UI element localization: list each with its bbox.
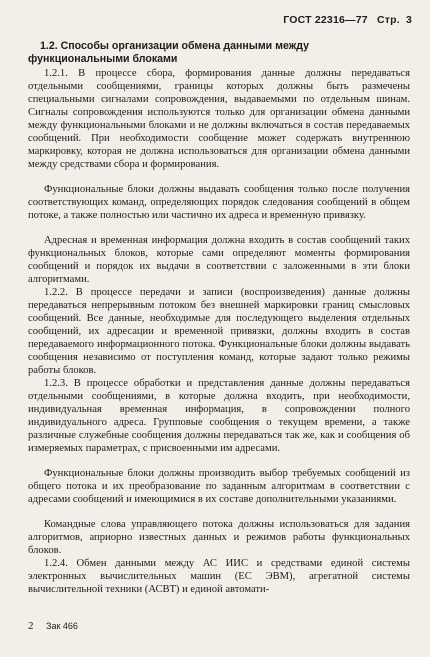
page-label: Стр. bbox=[376, 14, 400, 26]
paragraph-address-time: Адресная и временная информация должна входить в состав сообщений таких функциональных блоков, которые сами определяют моменты формирования сообщений и порядок их выдачи в соответствии с заложенными в эти блоки алгоритмами. bbox=[28, 235, 410, 285]
paragraph-functional-blocks: Функциональные блоки должны выдавать сообщения только после получения соответствующих команд, определяющих порядок следования сообщений в общем потоке, а также полностью или частично их адреса и временную привязку. bbox=[28, 184, 410, 221]
page-footer bbox=[28, 620, 78, 632]
paragraph-1-2-3: 1.2.3. В процессе обработки и представления данные должны передаваться отдельными сообщениями, в которые должна входить, при необходимости, индивидуальная временная информация, в сопровождении полного индивидуального адреса. Групповые сообщения о текущем времени, а также различные служебные сообщения должны передаваться так же, как и сообщения об измеряемых параметрах, с присвоенными им адресами. bbox=[28, 378, 410, 454]
section-heading: 1.2. Способы организации обмена данными между функциональными блоками bbox=[28, 40, 309, 65]
paragraph-1-2-4: 1.2.4. Обмен данными между АС ИИС и средствами единой системы электронных вычислительных машин (ЕС ЭВМ), агрегатной системы вычислительной техники (АСВТ) и единой автомати- bbox=[28, 558, 410, 595]
paragraph-1-2-1: 1.2.1. В процессе сбора, формирования данные должны передаваться отдельными сообщениями, границы которых должны быть размечены специальными сигналами сопровождения, выдаваемыми по отдельным шинам. Сигналы сопровождения используются только для организации обмена данными между функциональными блоками и не должны включаться в состав передаваемых сообщений. При необходимости сообщение может содержать внутреннюю маркировку, которая не должна использоваться для организации обмена данными между средствами сбора и формирования. bbox=[28, 68, 410, 170]
standard-number: ГОСТ 22316—77 bbox=[283, 14, 368, 26]
order-number: Зак 466 bbox=[46, 621, 78, 631]
paragraph-command-words: Командные слова управляющего потока должны использоваться для задания алгоритмов, априорно известных данных и режимов работы функциональных блоков. bbox=[28, 519, 410, 556]
body-text bbox=[28, 67, 410, 596]
page-number: 3 bbox=[405, 14, 412, 26]
paragraph-1-2-2: 1.2.2. В процессе передачи и записи (воспроизведения) данные должны передаваться непрерывным потоком без внешней маркировки границ смысловых сообщений. Все данные, необходимые для последующего выделения отдельных сообщений, их адресации и временной привязки, должны входить в состав передаваемого информационного потока. Функциональные блоки должны выдавать сообщения независимо от поступления команд, которые задают только режимы работы блоков. bbox=[28, 287, 410, 376]
page-header bbox=[277, 14, 412, 26]
paragraph-message-selection: Функциональные блоки должны производить выбор требуемых сообщений из общего потока и их преобразование по заданным алгоритмам в соответствии с адресами сообщений и имеющимися в их составе дополнительными указаниями. bbox=[28, 468, 410, 505]
footer-page-number: 2 bbox=[28, 620, 34, 632]
